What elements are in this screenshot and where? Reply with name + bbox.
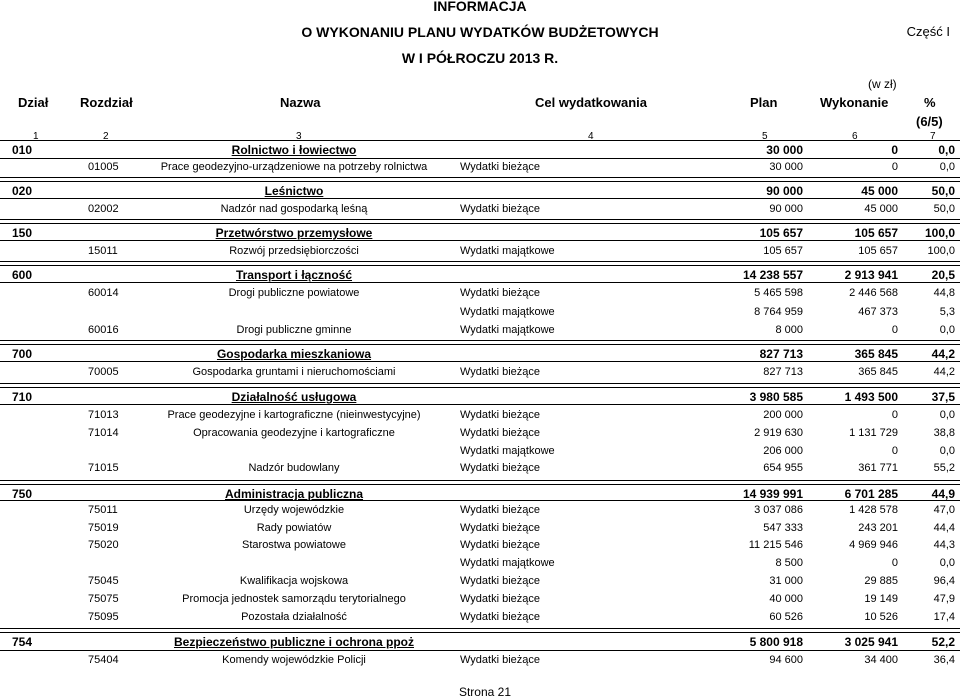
table-row: [0, 503, 960, 519]
title-information: INFORMACJA: [433, 0, 527, 14]
purpose-cell: Wydatki majątkowe: [460, 306, 555, 318]
purpose-cell: Wydatki bieżące: [460, 203, 540, 215]
table-row: [0, 202, 960, 218]
execution-cell: 45 000: [864, 203, 898, 215]
plan-cell: 14 939 991: [742, 487, 803, 501]
execution-cell: 1 493 500: [844, 390, 898, 404]
percent-cell: 47,0: [933, 504, 955, 516]
plan-cell: 5 465 598: [754, 287, 803, 299]
execution-cell: 0: [891, 445, 898, 457]
execution-cell: 2 446 568: [849, 287, 898, 299]
table-row: [0, 408, 960, 424]
execution-cell: 1 428 578: [849, 504, 898, 516]
plan-cell: 105 657: [759, 226, 803, 240]
name-cell: Pozostała działalność: [241, 611, 347, 623]
dzial-cell: 700: [12, 347, 33, 361]
execution-cell: 1 131 729: [849, 427, 898, 439]
header-percent-formula: (6/5): [916, 114, 943, 129]
execution-cell: 0: [891, 409, 898, 421]
execution-cell: 0: [891, 557, 898, 569]
name-cell: Leśnictwo: [264, 184, 324, 198]
percent-cell: 0,0: [939, 324, 955, 336]
rozdzial-cell: 71015: [88, 462, 119, 474]
purpose-cell: Wydatki bieżące: [460, 611, 540, 623]
header-dzial: Dział: [18, 95, 49, 110]
plan-cell: 94 600: [769, 654, 803, 666]
header-plan: Plan: [750, 95, 778, 110]
row-divider: [0, 177, 960, 178]
percent-cell: 47,9: [933, 593, 955, 605]
column-number: 2: [103, 131, 109, 142]
plan-cell: 547 333: [763, 522, 803, 534]
execution-cell: 4 969 946: [849, 539, 898, 551]
column-number: 1: [33, 131, 39, 142]
name-cell: Nadzór budowlany: [248, 462, 340, 474]
purpose-cell: Wydatki bieżące: [460, 575, 540, 587]
percent-cell: 44,8: [933, 287, 955, 299]
table-row: [0, 538, 960, 554]
table-row: [0, 323, 960, 339]
execution-cell: 10 526: [864, 611, 898, 623]
percent-cell: 55,2: [933, 462, 955, 474]
row-divider: [0, 387, 960, 388]
rozdzial-cell: 75019: [88, 522, 119, 534]
table-row: [0, 653, 960, 669]
section-row: [0, 183, 960, 199]
page-number: Strona 21: [458, 685, 512, 699]
execution-cell: 0: [891, 143, 898, 157]
plan-cell: 30 000: [769, 161, 803, 173]
name-cell: Drogi publiczne powiatowe: [228, 287, 360, 299]
percent-cell: 44,2: [933, 366, 955, 378]
plan-cell: 90 000: [766, 184, 803, 198]
dzial-cell: 754: [12, 635, 33, 649]
percent-cell: 5,3: [939, 306, 955, 318]
percent-cell: 50,0: [931, 184, 955, 198]
title-report: O WYKONANIU PLANU WYDATKÓW BUDŻETOWYCH: [301, 24, 659, 40]
name-cell: Administracja publiczna: [224, 487, 364, 501]
name-cell: Transport i łączność: [235, 268, 353, 282]
name-cell: Nadzór nad gospodarką leśną: [220, 203, 368, 215]
part-label: Część I: [906, 24, 950, 39]
plan-cell: 11 215 546: [748, 539, 803, 551]
rozdzial-cell: 71014: [88, 427, 119, 439]
execution-cell: 2 913 941: [844, 268, 898, 282]
name-cell: Komendy wojewódzkie Policji: [222, 654, 366, 666]
name-cell: Rozwój przedsiębiorczości: [229, 245, 359, 257]
name-cell: Bezpieczeństwo publiczne i ochrona ppoż: [173, 635, 415, 649]
purpose-cell: Wydatki bieżące: [460, 654, 540, 666]
dzial-cell: 020: [12, 184, 33, 198]
plan-cell: 60 526: [769, 611, 803, 623]
table-row: [0, 444, 960, 460]
percent-cell: 17,4: [933, 611, 955, 623]
rozdzial-cell: 71013: [88, 409, 119, 421]
plan-cell: 40 000: [769, 593, 803, 605]
plan-cell: 827 713: [763, 366, 803, 378]
plan-cell: 2 919 630: [754, 427, 803, 439]
percent-cell: 0,0: [939, 161, 955, 173]
percent-cell: 44,9: [931, 487, 955, 501]
execution-cell: 0: [891, 161, 898, 173]
row-divider: [0, 632, 960, 633]
percent-cell: 0,0: [938, 143, 955, 157]
section-row: [0, 389, 960, 405]
row-divider: [0, 261, 960, 262]
column-number: 3: [296, 131, 302, 142]
percent-cell: 0,0: [939, 409, 955, 421]
percent-cell: 0,0: [939, 445, 955, 457]
execution-cell: 6 701 285: [844, 487, 898, 501]
name-cell: Gospodarka mieszkaniowa: [216, 347, 372, 361]
row-divider: [0, 340, 960, 341]
percent-cell: 96,4: [933, 575, 955, 587]
name-cell: Rolnictwo i łowiectwo: [231, 143, 357, 157]
name-cell: Drogi publiczne gminne: [236, 324, 352, 336]
section-row: [0, 142, 960, 158]
rozdzial-cell: 75404: [88, 654, 119, 666]
rozdzial-cell: 75095: [88, 611, 119, 623]
column-number: 7: [930, 131, 936, 142]
purpose-cell: Wydatki majątkowe: [460, 245, 555, 257]
unit-label: (w zł): [868, 77, 897, 91]
plan-cell: 8 500: [775, 557, 803, 569]
purpose-cell: Wydatki majątkowe: [460, 445, 555, 457]
execution-cell: 0: [891, 324, 898, 336]
plan-cell: 31 000: [769, 575, 803, 587]
plan-cell: 8 000: [775, 324, 803, 336]
plan-cell: 5 800 918: [749, 635, 803, 649]
purpose-cell: Wydatki bieżące: [460, 161, 540, 173]
section-row: [0, 225, 960, 241]
rozdzial-cell: 75011: [88, 504, 118, 516]
execution-cell: 365 845: [854, 347, 898, 361]
execution-cell: 29 885: [864, 575, 898, 587]
plan-cell: 200 000: [763, 409, 803, 421]
execution-cell: 45 000: [861, 184, 898, 198]
name-cell: Działalność usługowa: [231, 390, 357, 404]
row-divider: [0, 650, 960, 651]
plan-cell: 206 000: [763, 445, 803, 457]
section-row: [0, 486, 960, 502]
execution-cell: 34 400: [864, 654, 898, 666]
name-cell: Kwalifikacja wojskowa: [239, 575, 349, 587]
dzial-cell: 750: [12, 487, 33, 501]
percent-cell: 44,3: [933, 539, 955, 551]
rozdzial-cell: 75045: [88, 575, 119, 587]
name-cell: Prace geodezyjno-urządzeniowe na potrzeby rolnictwa: [160, 161, 428, 173]
table-row: [0, 244, 960, 260]
name-cell: Starostwa powiatowe: [242, 539, 346, 551]
column-number: 5: [762, 131, 768, 142]
plan-cell: 3 037 086: [754, 504, 803, 516]
percent-cell: 100,0: [927, 245, 955, 257]
execution-cell: 3 025 941: [844, 635, 898, 649]
purpose-cell: Wydatki bieżące: [460, 409, 540, 421]
percent-cell: 37,5: [931, 390, 955, 404]
section-row: [0, 346, 960, 362]
dzial-cell: 710: [12, 390, 33, 404]
plan-cell: 3 980 585: [749, 390, 803, 404]
row-divider: [0, 219, 960, 220]
title-period: W I PÓŁROCZU 2013 R.: [401, 50, 559, 66]
rozdzial-cell: 15011: [88, 245, 118, 257]
plan-cell: 827 713: [759, 347, 803, 361]
header-rozdzial: Rozdział: [80, 95, 133, 110]
name-cell: Opracowania geodezyjne i kartograficzne: [193, 427, 395, 439]
section-row: [0, 634, 960, 650]
table-row: [0, 160, 960, 176]
execution-cell: 243 201: [858, 522, 898, 534]
percent-cell: 50,0: [933, 203, 955, 215]
percent-cell: 36,4: [933, 654, 955, 666]
dzial-cell: 010: [12, 143, 33, 157]
execution-cell: 361 771: [858, 462, 898, 474]
execution-cell: 365 845: [858, 366, 898, 378]
dzial-cell: 150: [12, 226, 33, 240]
purpose-cell: Wydatki bieżące: [460, 462, 540, 474]
row-divider: [0, 628, 960, 629]
plan-cell: 8 764 959: [754, 306, 803, 318]
header-wykonanie: Wykonanie: [820, 95, 889, 110]
header-percent: %: [924, 95, 936, 110]
table-row: [0, 305, 960, 321]
name-cell: Urzędy wojewódzkie: [243, 504, 345, 516]
execution-cell: 467 373: [858, 306, 898, 318]
rozdzial-cell: 75075: [88, 593, 119, 605]
percent-cell: 38,8: [933, 427, 955, 439]
row-divider: [0, 181, 960, 182]
table-row: [0, 592, 960, 608]
dzial-cell: 600: [12, 268, 33, 282]
section-row: [0, 267, 960, 283]
name-cell: Promocja jednostek samorządu terytorialnego: [182, 593, 406, 605]
purpose-cell: Wydatki bieżące: [460, 539, 540, 551]
execution-cell: 19 149: [864, 593, 898, 605]
purpose-cell: Wydatki majątkowe: [460, 557, 555, 569]
rozdzial-cell: 02002: [88, 203, 119, 215]
table-row: [0, 461, 960, 477]
name-cell: Gospodarka gruntami i nieruchomościami: [192, 366, 396, 378]
row-divider: [0, 265, 960, 266]
purpose-cell: Wydatki majątkowe: [460, 324, 555, 336]
rozdzial-cell: 75020: [88, 539, 119, 551]
plan-cell: 30 000: [766, 143, 803, 157]
plan-cell: 105 657: [763, 245, 803, 257]
percent-cell: 44,2: [931, 347, 955, 361]
table-row: [0, 286, 960, 302]
rozdzial-cell: 60016: [88, 324, 119, 336]
purpose-cell: Wydatki bieżące: [460, 287, 540, 299]
plan-cell: 654 955: [763, 462, 803, 474]
column-number: 4: [588, 131, 594, 142]
column-number: 6: [852, 131, 858, 142]
row-divider: [0, 140, 960, 141]
table-row: [0, 365, 960, 381]
purpose-cell: Wydatki bieżące: [460, 427, 540, 439]
plan-cell: 14 238 557: [742, 268, 803, 282]
header-nazwa: Nazwa: [280, 95, 321, 110]
rozdzial-cell: 60014: [88, 287, 119, 299]
percent-cell: 100,0: [924, 226, 955, 240]
table-row: [0, 610, 960, 626]
header-cel: Cel wydatkowania: [535, 95, 647, 110]
row-divider: [0, 344, 960, 345]
percent-cell: 52,2: [931, 635, 955, 649]
percent-cell: 44,4: [933, 522, 955, 534]
purpose-cell: Wydatki bieżące: [460, 593, 540, 605]
percent-cell: 20,5: [931, 268, 955, 282]
table-row: [0, 556, 960, 572]
percent-cell: 0,0: [939, 557, 955, 569]
purpose-cell: Wydatki bieżące: [460, 504, 540, 516]
purpose-cell: Wydatki bieżące: [460, 522, 540, 534]
row-divider: [0, 480, 960, 481]
name-cell: Prace geodezyjne i kartograficzne (nieinwestycyjne): [167, 409, 421, 421]
table-row: [0, 521, 960, 537]
table-row: [0, 574, 960, 590]
purpose-cell: Wydatki bieżące: [460, 366, 540, 378]
execution-cell: 105 657: [854, 226, 898, 240]
plan-cell: 90 000: [769, 203, 803, 215]
name-cell: Rady powiatów: [256, 522, 332, 534]
row-divider: [0, 484, 960, 485]
row-divider: [0, 223, 960, 224]
rozdzial-cell: 01005: [88, 161, 119, 173]
name-cell: Przetwórstwo przemysłowe: [215, 226, 373, 240]
execution-cell: 105 657: [858, 245, 898, 257]
row-divider: [0, 158, 960, 159]
table-row: [0, 426, 960, 442]
row-divider: [0, 383, 960, 384]
rozdzial-cell: 70005: [88, 366, 119, 378]
